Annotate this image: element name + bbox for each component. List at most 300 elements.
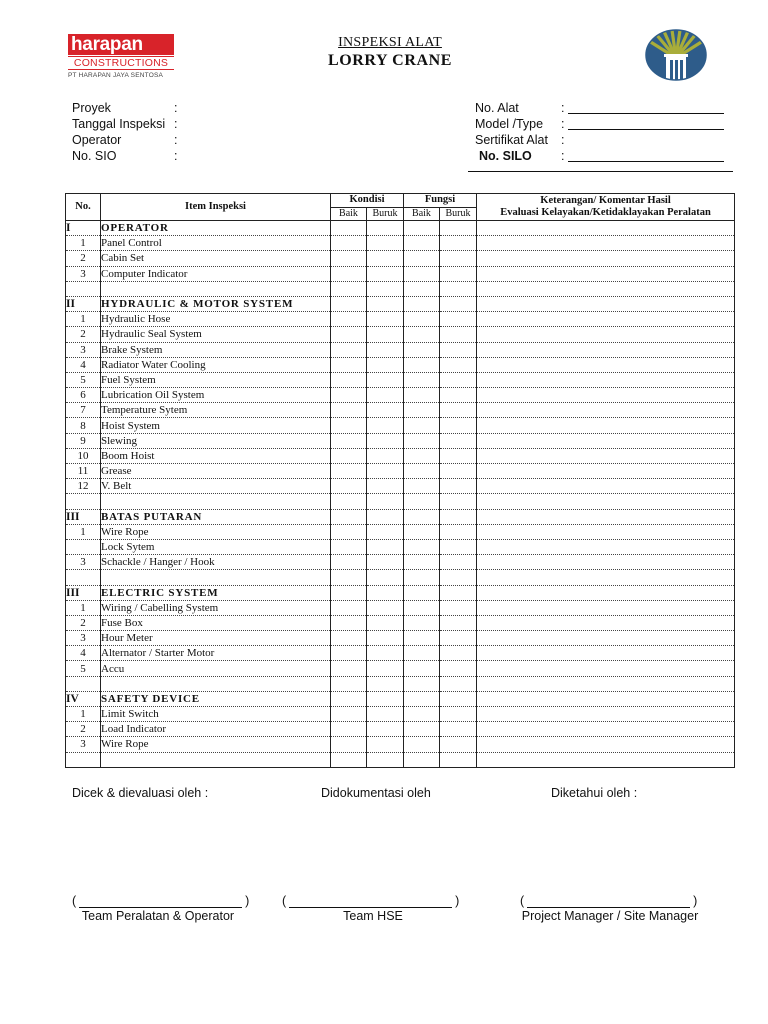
- item-number: 9: [66, 433, 101, 448]
- fungsi-baik-cell[interactable]: [404, 737, 440, 752]
- divider: [468, 171, 733, 172]
- item-number: 1: [66, 312, 101, 327]
- fungsi-buruk-cell[interactable]: [440, 615, 477, 630]
- keterangan-cell[interactable]: [477, 646, 735, 661]
- item-name: Cabin Set: [101, 251, 331, 266]
- kondisi-baik-cell[interactable]: [331, 691, 367, 706]
- item-number: 3: [66, 555, 101, 570]
- kondisi-buruk-cell[interactable]: [367, 281, 404, 296]
- fungsi-buruk-cell[interactable]: [440, 464, 477, 479]
- paren-close: ): [693, 894, 698, 908]
- kondisi-baik-cell[interactable]: [331, 661, 367, 676]
- signature-label-evaluator: Dicek & dievaluasi oleh :: [72, 786, 209, 800]
- section-name: OPERATOR: [101, 221, 331, 236]
- kondisi-baik-cell[interactable]: [331, 585, 367, 600]
- fungsi-buruk-cell[interactable]: [440, 494, 477, 509]
- item-name: Wiring / Cabelling System: [101, 600, 331, 615]
- kondisi-baik-cell[interactable]: [331, 615, 367, 630]
- fungsi-baik-cell[interactable]: [404, 707, 440, 722]
- paren-close: ): [455, 894, 460, 908]
- kondisi-baik-cell[interactable]: [331, 737, 367, 752]
- table-row: [66, 707, 735, 722]
- kondisi-buruk-cell[interactable]: [367, 464, 404, 479]
- keterangan-cell[interactable]: [477, 221, 735, 236]
- item-number: 5: [66, 372, 101, 387]
- field-label: Tanggal Inspeksi: [72, 117, 166, 131]
- fungsi-baik-cell[interactable]: [404, 266, 440, 281]
- fungsi-baik-cell[interactable]: [404, 357, 440, 372]
- field-colon: :: [174, 149, 178, 163]
- fungsi-baik-cell[interactable]: [404, 281, 440, 296]
- fungsi-buruk-cell[interactable]: [440, 266, 477, 281]
- table-row: [66, 327, 735, 342]
- section-number: I: [66, 221, 101, 236]
- table-body: [66, 221, 735, 768]
- item-name: Brake System: [101, 342, 331, 357]
- info-field[interactable]: [72, 100, 177, 116]
- kondisi-baik-cell[interactable]: [331, 707, 367, 722]
- fungsi-baik-cell[interactable]: [404, 327, 440, 342]
- table-row: [66, 600, 735, 615]
- kondisi-buruk-cell[interactable]: [367, 539, 404, 554]
- item-number: 3: [66, 342, 101, 357]
- fungsi-baik-cell[interactable]: [404, 418, 440, 433]
- keterangan-cell[interactable]: [477, 281, 735, 296]
- fungsi-baik-cell[interactable]: [404, 585, 440, 600]
- header-evaluasi: Evaluasi Kelayakan/Ketidaklayakan Peralatan: [477, 207, 735, 221]
- keterangan-cell[interactable]: [477, 433, 735, 448]
- kondisi-buruk-cell[interactable]: [367, 585, 404, 600]
- header-kondisi-baik: Baik: [331, 207, 367, 221]
- row-no: [66, 281, 101, 296]
- fungsi-buruk-cell[interactable]: [440, 448, 477, 463]
- field-label: Model /Type: [475, 117, 544, 131]
- fungsi-baik-cell[interactable]: [404, 236, 440, 251]
- keterangan-cell[interactable]: [477, 524, 735, 539]
- fungsi-buruk-cell[interactable]: [440, 221, 477, 236]
- kondisi-baik-cell[interactable]: [331, 251, 367, 266]
- keterangan-cell[interactable]: [477, 464, 735, 479]
- keterangan-cell[interactable]: [477, 661, 735, 676]
- kondisi-buruk-cell[interactable]: [367, 570, 404, 585]
- field-blank-line[interactable]: [568, 100, 724, 114]
- keterangan-cell[interactable]: [477, 266, 735, 281]
- item-number: 2: [66, 251, 101, 266]
- item-number: 10: [66, 448, 101, 463]
- fungsi-buruk-cell[interactable]: [440, 372, 477, 387]
- fungsi-baik-cell[interactable]: [404, 570, 440, 585]
- fungsi-buruk-cell[interactable]: [440, 403, 477, 418]
- table-row: [66, 403, 735, 418]
- kondisi-buruk-cell[interactable]: [367, 676, 404, 691]
- table-row: [66, 555, 735, 570]
- item-name: Accu: [101, 661, 331, 676]
- keterangan-cell[interactable]: [477, 722, 735, 737]
- info-field[interactable]: [475, 148, 724, 164]
- item-name: Hour Meter: [101, 631, 331, 646]
- kondisi-baik-cell[interactable]: [331, 221, 367, 236]
- fungsi-buruk-cell[interactable]: [440, 418, 477, 433]
- field-colon: :: [174, 117, 178, 131]
- section-name: HYDRAULIC & MOTOR SYSTEM: [101, 296, 331, 311]
- kondisi-baik-cell[interactable]: [331, 236, 367, 251]
- fungsi-buruk-cell[interactable]: [440, 676, 477, 691]
- fungsi-baik-cell[interactable]: [404, 479, 440, 494]
- table-row: [66, 479, 735, 494]
- signature-label-approver: Diketahui oleh :: [551, 786, 638, 800]
- fungsi-baik-cell[interactable]: [404, 296, 440, 311]
- keterangan-cell[interactable]: [477, 418, 735, 433]
- kondisi-buruk-cell[interactable]: [367, 752, 404, 767]
- kondisi-buruk-cell[interactable]: [367, 661, 404, 676]
- paren-open: (: [520, 894, 525, 908]
- kondisi-baik-cell[interactable]: [331, 372, 367, 387]
- doc-title: INSPEKSI ALAT: [338, 35, 442, 50]
- item-name: Radiator Water Cooling: [101, 357, 331, 372]
- section-row: [66, 691, 735, 706]
- table-row: [66, 357, 735, 372]
- kondisi-buruk-cell[interactable]: [367, 737, 404, 752]
- kondisi-buruk-cell[interactable]: [367, 433, 404, 448]
- fungsi-buruk-cell[interactable]: [440, 312, 477, 327]
- kondisi-buruk-cell[interactable]: [367, 707, 404, 722]
- fungsi-buruk-cell[interactable]: [440, 570, 477, 585]
- header-no: No.: [66, 194, 101, 221]
- item-number: 4: [66, 357, 101, 372]
- fungsi-baik-cell[interactable]: [404, 312, 440, 327]
- item-name: Hydraulic Hose: [101, 312, 331, 327]
- table-row: [66, 372, 735, 387]
- kondisi-baik-cell[interactable]: [331, 524, 367, 539]
- kondisi-baik-cell[interactable]: [331, 418, 367, 433]
- keterangan-cell[interactable]: [477, 555, 735, 570]
- fungsi-baik-cell[interactable]: [404, 631, 440, 646]
- kondisi-buruk-cell[interactable]: [367, 312, 404, 327]
- fungsi-baik-cell[interactable]: [404, 342, 440, 357]
- fungsi-baik-cell[interactable]: [404, 494, 440, 509]
- kondisi-baik-cell[interactable]: [331, 266, 367, 281]
- item-name: Load Indicator: [101, 722, 331, 737]
- fungsi-buruk-cell[interactable]: [440, 737, 477, 752]
- fungsi-buruk-cell[interactable]: [440, 524, 477, 539]
- header-fungsi-baik: Baik: [404, 207, 440, 221]
- item-number: 2: [66, 722, 101, 737]
- fungsi-baik-cell[interactable]: [404, 509, 440, 524]
- signature-name-evaluator: Team Peralatan & Operator: [81, 909, 235, 923]
- kondisi-baik-cell[interactable]: [331, 676, 367, 691]
- item-number: 2: [66, 615, 101, 630]
- kondisi-baik-cell[interactable]: [331, 296, 367, 311]
- fungsi-buruk-cell[interactable]: [440, 691, 477, 706]
- signature-line[interactable]: [79, 895, 242, 908]
- fungsi-buruk-cell[interactable]: [440, 342, 477, 357]
- keterangan-cell[interactable]: [477, 737, 735, 752]
- kondisi-baik-cell[interactable]: [331, 464, 367, 479]
- keterangan-cell[interactable]: [477, 585, 735, 600]
- fungsi-baik-cell[interactable]: [404, 388, 440, 403]
- header-kondisi-buruk: Buruk: [367, 207, 404, 221]
- fungsi-buruk-cell[interactable]: [440, 388, 477, 403]
- keterangan-cell[interactable]: [477, 707, 735, 722]
- item-number: 5: [66, 661, 101, 676]
- fungsi-buruk-cell[interactable]: [440, 539, 477, 554]
- table-row: [66, 539, 735, 554]
- kondisi-baik-cell[interactable]: [331, 403, 367, 418]
- row-item: [101, 281, 331, 296]
- signature-field-evaluator[interactable]: [72, 894, 249, 908]
- table-row: [66, 448, 735, 463]
- kondisi-buruk-cell[interactable]: [367, 418, 404, 433]
- fungsi-baik-cell[interactable]: [404, 464, 440, 479]
- item-name: Wire Rope: [101, 524, 331, 539]
- fungsi-buruk-cell[interactable]: [440, 479, 477, 494]
- keterangan-cell[interactable]: [477, 372, 735, 387]
- keterangan-cell[interactable]: [477, 312, 735, 327]
- item-number: 8: [66, 418, 101, 433]
- item-name: Fuel System: [101, 372, 331, 387]
- kondisi-buruk-cell[interactable]: [367, 646, 404, 661]
- item-number: 1: [66, 524, 101, 539]
- kondisi-baik-cell[interactable]: [331, 600, 367, 615]
- fungsi-buruk-cell[interactable]: [440, 236, 477, 251]
- table-row: [66, 737, 735, 752]
- fungsi-baik-cell[interactable]: [404, 555, 440, 570]
- table-row-blank: [66, 752, 735, 767]
- fungsi-baik-cell[interactable]: [404, 752, 440, 767]
- signature-line[interactable]: [527, 895, 690, 908]
- signature-name-approver: Project Manager / Site Manager: [521, 909, 699, 923]
- field-blank-line[interactable]: [568, 116, 724, 130]
- kondisi-baik-cell[interactable]: [331, 752, 367, 767]
- fungsi-baik-cell[interactable]: [404, 722, 440, 737]
- keterangan-cell[interactable]: [477, 327, 735, 342]
- row-item: [101, 494, 331, 509]
- kondisi-buruk-cell[interactable]: [367, 388, 404, 403]
- field-colon: :: [174, 133, 178, 147]
- keterangan-cell[interactable]: [477, 676, 735, 691]
- keterangan-cell[interactable]: [477, 509, 735, 524]
- info-field[interactable]: [475, 116, 724, 132]
- keterangan-cell[interactable]: [477, 631, 735, 646]
- keterangan-cell[interactable]: [477, 494, 735, 509]
- keterangan-cell[interactable]: [477, 600, 735, 615]
- fungsi-baik-cell[interactable]: [404, 221, 440, 236]
- kondisi-buruk-cell[interactable]: [367, 524, 404, 539]
- item-name: Lubrication Oil System: [101, 388, 331, 403]
- item-number: [66, 539, 101, 554]
- item-number: 1: [66, 707, 101, 722]
- fungsi-baik-cell[interactable]: [404, 372, 440, 387]
- info-field[interactable]: [72, 132, 177, 148]
- section-row: [66, 509, 735, 524]
- signature-field-documenter[interactable]: [282, 894, 459, 908]
- fungsi-buruk-cell[interactable]: [440, 509, 477, 524]
- signature-field-approver[interactable]: [520, 894, 697, 908]
- fungsi-buruk-cell[interactable]: [440, 555, 477, 570]
- fungsi-buruk-cell[interactable]: [440, 707, 477, 722]
- item-name: Limit Switch: [101, 707, 331, 722]
- kondisi-buruk-cell[interactable]: [367, 600, 404, 615]
- keterangan-cell[interactable]: [477, 479, 735, 494]
- field-colon: :: [561, 149, 565, 163]
- fungsi-buruk-cell[interactable]: [440, 631, 477, 646]
- item-name: Temperature Sytem: [101, 403, 331, 418]
- fungsi-buruk-cell[interactable]: [440, 661, 477, 676]
- kondisi-buruk-cell[interactable]: [367, 372, 404, 387]
- info-field[interactable]: [475, 100, 724, 116]
- fungsi-baik-cell[interactable]: [404, 448, 440, 463]
- item-name: Fuse Box: [101, 615, 331, 630]
- section-number: III: [66, 509, 101, 524]
- logo-brand: harapan: [68, 34, 174, 55]
- kondisi-buruk-cell[interactable]: [367, 448, 404, 463]
- fungsi-buruk-cell[interactable]: [440, 722, 477, 737]
- fungsi-baik-cell[interactable]: [404, 676, 440, 691]
- fungsi-baik-cell[interactable]: [404, 615, 440, 630]
- kondisi-buruk-cell[interactable]: [367, 479, 404, 494]
- kondisi-buruk-cell[interactable]: [367, 266, 404, 281]
- kondisi-baik-cell[interactable]: [331, 312, 367, 327]
- signature-name-documenter: Team HSE: [343, 909, 403, 923]
- fungsi-buruk-cell[interactable]: [440, 296, 477, 311]
- keterangan-cell[interactable]: [477, 403, 735, 418]
- kondisi-buruk-cell[interactable]: [367, 509, 404, 524]
- kondisi-baik-cell[interactable]: [331, 555, 367, 570]
- item-number: 4: [66, 646, 101, 661]
- keterangan-cell[interactable]: [477, 448, 735, 463]
- table-row: [66, 251, 735, 266]
- section-name: BATAS PUTARAN: [101, 509, 331, 524]
- fungsi-buruk-cell[interactable]: [440, 327, 477, 342]
- fungsi-baik-cell[interactable]: [404, 691, 440, 706]
- section-name: ELECTRIC SYSTEM: [101, 585, 331, 600]
- keterangan-cell[interactable]: [477, 539, 735, 554]
- kondisi-buruk-cell[interactable]: [367, 494, 404, 509]
- keterangan-cell[interactable]: [477, 357, 735, 372]
- field-blank-line[interactable]: [568, 148, 724, 162]
- item-number: 6: [66, 388, 101, 403]
- item-name: Boom Hoist: [101, 448, 331, 463]
- kondisi-baik-cell[interactable]: [331, 388, 367, 403]
- kondisi-buruk-cell[interactable]: [367, 403, 404, 418]
- fungsi-buruk-cell[interactable]: [440, 281, 477, 296]
- fungsi-baik-cell[interactable]: [404, 539, 440, 554]
- fungsi-buruk-cell[interactable]: [440, 752, 477, 767]
- fungsi-buruk-cell[interactable]: [440, 357, 477, 372]
- kondisi-buruk-cell[interactable]: [367, 722, 404, 737]
- fungsi-buruk-cell[interactable]: [440, 600, 477, 615]
- keterangan-cell[interactable]: [477, 615, 735, 630]
- keterangan-cell[interactable]: [477, 388, 735, 403]
- section-row: [66, 296, 735, 311]
- item-name: Schackle / Hanger / Hook: [101, 555, 331, 570]
- keterangan-cell[interactable]: [477, 752, 735, 767]
- kondisi-baik-cell[interactable]: [331, 570, 367, 585]
- row-no: [66, 752, 101, 767]
- header-keterangan: Keterangan/ Komentar Hasil: [477, 194, 735, 208]
- sunrise-emblem-icon: [644, 28, 708, 82]
- kondisi-buruk-cell[interactable]: [367, 296, 404, 311]
- keterangan-cell[interactable]: [477, 296, 735, 311]
- kondisi-baik-cell[interactable]: [331, 448, 367, 463]
- fungsi-buruk-cell[interactable]: [440, 585, 477, 600]
- info-field[interactable]: [475, 132, 724, 148]
- kondisi-baik-cell[interactable]: [331, 479, 367, 494]
- fungsi-baik-cell[interactable]: [404, 661, 440, 676]
- kondisi-baik-cell[interactable]: [331, 539, 367, 554]
- kondisi-buruk-cell[interactable]: [367, 342, 404, 357]
- kondisi-baik-cell[interactable]: [331, 646, 367, 661]
- info-field[interactable]: [72, 116, 177, 132]
- row-item: [101, 676, 331, 691]
- kondisi-buruk-cell[interactable]: [367, 327, 404, 342]
- table-row-blank: [66, 494, 735, 509]
- table-row: [66, 312, 735, 327]
- keterangan-cell[interactable]: [477, 251, 735, 266]
- kondisi-buruk-cell[interactable]: [367, 221, 404, 236]
- header-item: Item Inspeksi: [101, 194, 331, 221]
- kondisi-buruk-cell[interactable]: [367, 251, 404, 266]
- table-row: [66, 388, 735, 403]
- section-number: III: [66, 585, 101, 600]
- keterangan-cell[interactable]: [477, 342, 735, 357]
- kondisi-baik-cell[interactable]: [331, 433, 367, 448]
- fungsi-baik-cell[interactable]: [404, 403, 440, 418]
- fungsi-baik-cell[interactable]: [404, 524, 440, 539]
- fungsi-baik-cell[interactable]: [404, 251, 440, 266]
- row-no: [66, 494, 101, 509]
- kondisi-buruk-cell[interactable]: [367, 236, 404, 251]
- kondisi-baik-cell[interactable]: [331, 722, 367, 737]
- row-item: [101, 752, 331, 767]
- section-number: IV: [66, 691, 101, 706]
- kondisi-baik-cell[interactable]: [331, 631, 367, 646]
- keterangan-cell[interactable]: [477, 570, 735, 585]
- info-left: [72, 100, 177, 164]
- kondisi-buruk-cell[interactable]: [367, 691, 404, 706]
- kondisi-buruk-cell[interactable]: [367, 357, 404, 372]
- field-label: No. SIO: [72, 149, 117, 163]
- row-no: [66, 570, 101, 585]
- info-field[interactable]: [72, 148, 177, 164]
- fungsi-buruk-cell[interactable]: [440, 433, 477, 448]
- section-number: II: [66, 296, 101, 311]
- kondisi-baik-cell[interactable]: [331, 357, 367, 372]
- signature-line[interactable]: [289, 895, 452, 908]
- keterangan-cell[interactable]: [477, 691, 735, 706]
- item-name: Lock Sytem: [101, 539, 331, 554]
- company-logo: [68, 34, 174, 80]
- fungsi-baik-cell[interactable]: [404, 600, 440, 615]
- fungsi-buruk-cell[interactable]: [440, 251, 477, 266]
- kondisi-baik-cell[interactable]: [331, 494, 367, 509]
- header-fungsi: Fungsi: [404, 194, 477, 208]
- kondisi-baik-cell[interactable]: [331, 281, 367, 296]
- kondisi-baik-cell[interactable]: [331, 342, 367, 357]
- kondisi-buruk-cell[interactable]: [367, 555, 404, 570]
- table-row: [66, 342, 735, 357]
- keterangan-cell[interactable]: [477, 236, 735, 251]
- fungsi-baik-cell[interactable]: [404, 646, 440, 661]
- fungsi-baik-cell[interactable]: [404, 433, 440, 448]
- field-colon: :: [561, 133, 565, 147]
- fungsi-buruk-cell[interactable]: [440, 646, 477, 661]
- kondisi-buruk-cell[interactable]: [367, 631, 404, 646]
- kondisi-buruk-cell[interactable]: [367, 615, 404, 630]
- kondisi-baik-cell[interactable]: [331, 509, 367, 524]
- field-colon: :: [561, 101, 565, 115]
- kondisi-baik-cell[interactable]: [331, 327, 367, 342]
